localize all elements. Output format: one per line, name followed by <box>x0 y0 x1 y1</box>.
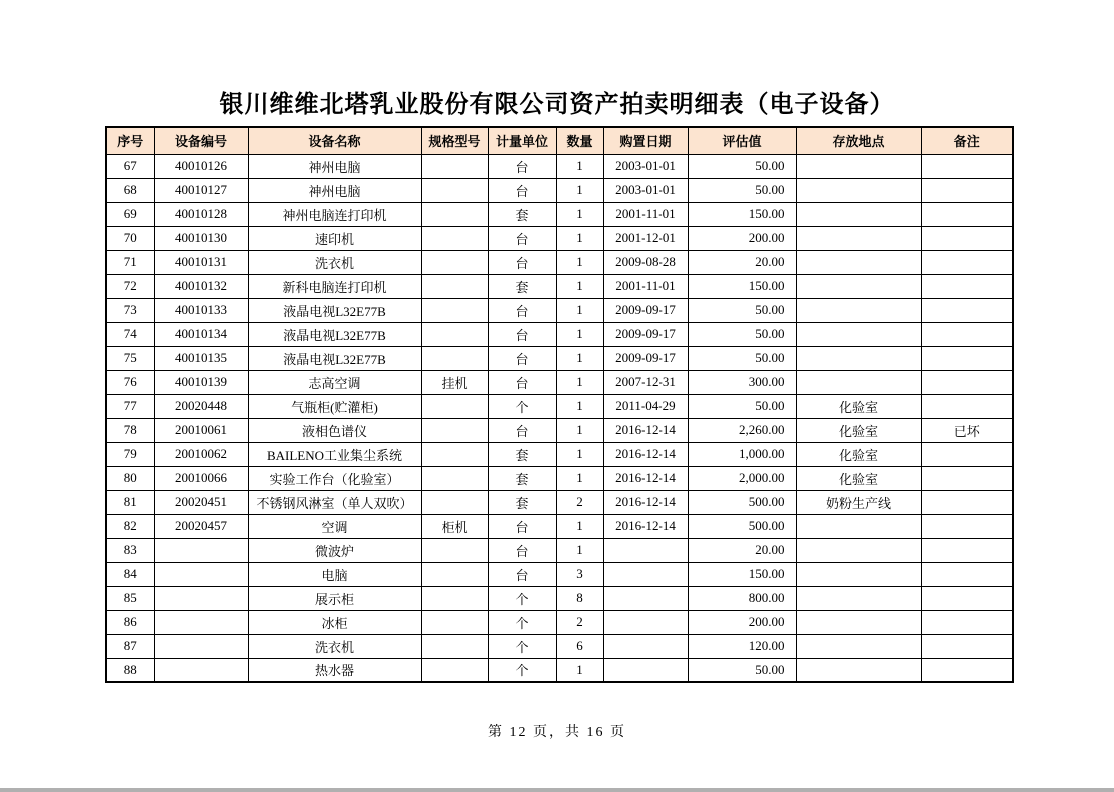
cell-equip-id: 40010139 <box>154 370 248 394</box>
cell-location: 化验室 <box>796 466 921 490</box>
cell-remark <box>921 634 1013 658</box>
cell-value: 800.00 <box>688 586 796 610</box>
cell-unit: 台 <box>488 178 556 202</box>
cell-qty: 8 <box>556 586 603 610</box>
cell-qty: 1 <box>556 298 603 322</box>
cell-qty: 1 <box>556 370 603 394</box>
cell-remark <box>921 562 1013 586</box>
cell-location <box>796 250 921 274</box>
cell-qty: 1 <box>556 418 603 442</box>
cell-value: 200.00 <box>688 226 796 250</box>
cell-unit: 台 <box>488 298 556 322</box>
cell-date: 2007-12-31 <box>603 370 688 394</box>
table-row <box>106 370 1013 394</box>
cell-value: 50.00 <box>688 658 796 682</box>
cell-remark <box>921 154 1013 178</box>
cell-qty: 1 <box>556 394 603 418</box>
cell-equip-id: 40010130 <box>154 226 248 250</box>
cell-unit: 台 <box>488 538 556 562</box>
cell-date <box>603 610 688 634</box>
cell-value: 50.00 <box>688 394 796 418</box>
cell-spec <box>421 562 488 586</box>
cell-name: 冰柜 <box>248 610 421 634</box>
cell-unit: 台 <box>488 370 556 394</box>
cell-equip-id: 20020448 <box>154 394 248 418</box>
table-row <box>106 658 1013 682</box>
cell-location: 化验室 <box>796 442 921 466</box>
cell-unit: 个 <box>488 586 556 610</box>
cell-spec <box>421 538 488 562</box>
cell-date: 2009-09-17 <box>603 346 688 370</box>
cell-equip-id <box>154 658 248 682</box>
table-row <box>106 346 1013 370</box>
cell-spec <box>421 154 488 178</box>
cell-name: 神州电脑 <box>248 154 421 178</box>
cell-unit: 台 <box>488 154 556 178</box>
cell-unit: 套 <box>488 466 556 490</box>
cell-index: 84 <box>106 562 154 586</box>
cell-equip-id: 40010131 <box>154 250 248 274</box>
cell-spec: 挂机 <box>421 370 488 394</box>
cell-spec <box>421 586 488 610</box>
cell-value: 2,000.00 <box>688 466 796 490</box>
cell-name: 液晶电视L32E77B <box>248 322 421 346</box>
cell-name: 液晶电视L32E77B <box>248 298 421 322</box>
cell-index: 78 <box>106 418 154 442</box>
cell-location <box>796 298 921 322</box>
cell-value: 300.00 <box>688 370 796 394</box>
cell-date <box>603 538 688 562</box>
cell-value: 50.00 <box>688 178 796 202</box>
cell-spec <box>421 298 488 322</box>
cell-qty: 1 <box>556 514 603 538</box>
cell-name: 实验工作台（化验室） <box>248 466 421 490</box>
cell-equip-id: 20010062 <box>154 442 248 466</box>
cell-spec <box>421 202 488 226</box>
cell-remark <box>921 202 1013 226</box>
cell-index: 77 <box>106 394 154 418</box>
cell-index: 74 <box>106 322 154 346</box>
cell-name: 微波炉 <box>248 538 421 562</box>
column-header-name: 设备名称 <box>248 127 421 154</box>
cell-qty: 3 <box>556 562 603 586</box>
cell-equip-id <box>154 634 248 658</box>
cell-date: 2003-01-01 <box>603 178 688 202</box>
cell-date: 2016-12-14 <box>603 418 688 442</box>
cell-remark <box>921 610 1013 634</box>
cell-spec <box>421 610 488 634</box>
cell-date: 2009-09-17 <box>603 322 688 346</box>
cell-remark <box>921 226 1013 250</box>
cell-location <box>796 346 921 370</box>
cell-value: 150.00 <box>688 562 796 586</box>
cell-equip-id: 20020457 <box>154 514 248 538</box>
cell-unit: 台 <box>488 322 556 346</box>
cell-date: 2001-11-01 <box>603 202 688 226</box>
cell-index: 82 <box>106 514 154 538</box>
cell-value: 150.00 <box>688 274 796 298</box>
cell-value: 500.00 <box>688 514 796 538</box>
cell-qty: 1 <box>556 274 603 298</box>
cell-equip-id: 20010066 <box>154 466 248 490</box>
cell-unit: 个 <box>488 610 556 634</box>
cell-date <box>603 586 688 610</box>
cell-date: 2016-12-14 <box>603 466 688 490</box>
page-number-footer: 第 12 页，共 16 页 <box>488 725 626 740</box>
cell-qty: 2 <box>556 490 603 514</box>
cell-location <box>796 658 921 682</box>
cell-value: 120.00 <box>688 634 796 658</box>
cell-qty: 1 <box>556 154 603 178</box>
cell-spec <box>421 634 488 658</box>
cell-qty: 1 <box>556 178 603 202</box>
cell-index: 88 <box>106 658 154 682</box>
cell-index: 68 <box>106 178 154 202</box>
cell-date: 2016-12-14 <box>603 514 688 538</box>
cell-location <box>796 514 921 538</box>
cell-equip-id: 40010127 <box>154 178 248 202</box>
cell-unit: 套 <box>488 442 556 466</box>
table-row <box>106 610 1013 634</box>
cell-name: 热水器 <box>248 658 421 682</box>
cell-unit: 台 <box>488 418 556 442</box>
cell-name: 神州电脑 <box>248 178 421 202</box>
cell-remark <box>921 346 1013 370</box>
cell-spec <box>421 394 488 418</box>
cell-index: 70 <box>106 226 154 250</box>
table-row <box>106 394 1013 418</box>
cell-location: 化验室 <box>796 418 921 442</box>
table-row <box>106 274 1013 298</box>
table-row <box>106 538 1013 562</box>
table-row <box>106 442 1013 466</box>
cell-unit: 个 <box>488 634 556 658</box>
cell-date <box>603 658 688 682</box>
cell-value: 500.00 <box>688 490 796 514</box>
cell-remark <box>921 514 1013 538</box>
table-row <box>106 202 1013 226</box>
cell-index: 85 <box>106 586 154 610</box>
cell-remark <box>921 586 1013 610</box>
cell-qty: 2 <box>556 610 603 634</box>
cell-name: 液晶电视L32E77B <box>248 346 421 370</box>
cell-location <box>796 538 921 562</box>
cell-value: 20.00 <box>688 538 796 562</box>
cell-equip-id: 40010126 <box>154 154 248 178</box>
cell-value: 1,000.00 <box>688 442 796 466</box>
cell-location <box>796 202 921 226</box>
cell-value: 150.00 <box>688 202 796 226</box>
cell-name: 速印机 <box>248 226 421 250</box>
column-header-date: 购置日期 <box>603 127 688 154</box>
cell-unit: 台 <box>488 514 556 538</box>
cell-index: 72 <box>106 274 154 298</box>
cell-remark <box>921 538 1013 562</box>
cell-spec <box>421 322 488 346</box>
cell-remark <box>921 442 1013 466</box>
cell-qty: 1 <box>556 322 603 346</box>
table-row <box>106 490 1013 514</box>
cell-index: 76 <box>106 370 154 394</box>
cell-spec <box>421 250 488 274</box>
table-row <box>106 466 1013 490</box>
column-header-qty: 数量 <box>556 127 603 154</box>
cell-date: 2011-04-29 <box>603 394 688 418</box>
cell-qty: 1 <box>556 466 603 490</box>
cell-spec <box>421 178 488 202</box>
cell-qty: 1 <box>556 250 603 274</box>
cell-date: 2003-01-01 <box>603 154 688 178</box>
cell-date: 2009-09-17 <box>603 298 688 322</box>
cell-index: 73 <box>106 298 154 322</box>
cell-equip-id <box>154 538 248 562</box>
cell-date: 2001-11-01 <box>603 274 688 298</box>
table-row <box>106 514 1013 538</box>
cell-location <box>796 610 921 634</box>
cell-index: 67 <box>106 154 154 178</box>
table-header-row <box>106 127 1013 154</box>
cell-qty: 1 <box>556 226 603 250</box>
cell-remark <box>921 322 1013 346</box>
table-row <box>106 562 1013 586</box>
column-header-location: 存放地点 <box>796 127 921 154</box>
cell-index: 81 <box>106 490 154 514</box>
table-row <box>106 226 1013 250</box>
cell-remark <box>921 178 1013 202</box>
cell-unit: 套 <box>488 490 556 514</box>
cell-unit: 台 <box>488 250 556 274</box>
column-header-unit: 计量单位 <box>488 127 556 154</box>
cell-unit: 台 <box>488 562 556 586</box>
cell-remark <box>921 274 1013 298</box>
table-row <box>106 154 1013 178</box>
cell-value: 2,260.00 <box>688 418 796 442</box>
cell-index: 75 <box>106 346 154 370</box>
cell-name: 展示柜 <box>248 586 421 610</box>
table-row <box>106 178 1013 202</box>
cell-date: 2009-08-28 <box>603 250 688 274</box>
cell-location <box>796 322 921 346</box>
cell-location <box>796 562 921 586</box>
cell-value: 50.00 <box>688 346 796 370</box>
table-row <box>106 250 1013 274</box>
cell-equip-id: 40010135 <box>154 346 248 370</box>
column-header-value: 评估值 <box>688 127 796 154</box>
page-title: 银川维维北塔乳业股份有限公司资产拍卖明细表（电子设备） <box>219 91 895 118</box>
cell-index: 83 <box>106 538 154 562</box>
cell-value: 50.00 <box>688 154 796 178</box>
column-header-equip-id: 设备编号 <box>154 127 248 154</box>
cell-name: 电脑 <box>248 562 421 586</box>
cell-remark <box>921 658 1013 682</box>
cell-remark <box>921 298 1013 322</box>
cell-qty: 1 <box>556 346 603 370</box>
cell-location <box>796 274 921 298</box>
cell-name: 新科电脑连打印机 <box>248 274 421 298</box>
cell-index: 71 <box>106 250 154 274</box>
cell-equip-id <box>154 562 248 586</box>
cell-index: 79 <box>106 442 154 466</box>
column-header-index: 序号 <box>106 127 154 154</box>
cell-remark <box>921 370 1013 394</box>
cell-spec <box>421 442 488 466</box>
cell-equip-id: 40010133 <box>154 298 248 322</box>
cell-name: 洗衣机 <box>248 250 421 274</box>
cell-index: 86 <box>106 610 154 634</box>
table-row <box>106 322 1013 346</box>
cell-date: 2001-12-01 <box>603 226 688 250</box>
cell-spec <box>421 274 488 298</box>
cell-equip-id <box>154 586 248 610</box>
cell-date <box>603 562 688 586</box>
asset-table-body <box>106 154 1013 682</box>
cell-remark <box>921 490 1013 514</box>
cell-value: 200.00 <box>688 610 796 634</box>
cell-location: 化验室 <box>796 394 921 418</box>
cell-spec <box>421 466 488 490</box>
cell-unit: 套 <box>488 202 556 226</box>
table-header <box>106 127 1013 154</box>
cell-date: 2016-12-14 <box>603 442 688 466</box>
cell-index: 80 <box>106 466 154 490</box>
table-row <box>106 634 1013 658</box>
cell-value: 20.00 <box>688 250 796 274</box>
cell-equip-id: 20020451 <box>154 490 248 514</box>
cell-name: 不锈钢风淋室（单人双吹） <box>248 490 421 514</box>
cell-location <box>796 154 921 178</box>
cell-unit: 台 <box>488 346 556 370</box>
column-header-spec: 规格型号 <box>421 127 488 154</box>
asset-table-container <box>105 126 1014 683</box>
cell-value: 50.00 <box>688 322 796 346</box>
cell-name: 气瓶柜(贮灌柜) <box>248 394 421 418</box>
cell-equip-id: 20010061 <box>154 418 248 442</box>
asset-table <box>105 126 1014 683</box>
cell-unit: 个 <box>488 394 556 418</box>
table-row <box>106 586 1013 610</box>
cell-remark <box>921 466 1013 490</box>
cell-index: 87 <box>106 634 154 658</box>
cell-value: 50.00 <box>688 298 796 322</box>
table-row <box>106 298 1013 322</box>
cell-spec <box>421 658 488 682</box>
cell-qty: 1 <box>556 538 603 562</box>
cell-name: 空调 <box>248 514 421 538</box>
cell-unit: 个 <box>488 658 556 682</box>
column-header-remark: 备注 <box>921 127 1013 154</box>
cell-name: 志高空调 <box>248 370 421 394</box>
cell-location <box>796 634 921 658</box>
page-bottom-edge <box>0 788 1114 792</box>
cell-equip-id <box>154 610 248 634</box>
cell-equip-id: 40010132 <box>154 274 248 298</box>
cell-location <box>796 370 921 394</box>
cell-location <box>796 178 921 202</box>
cell-qty: 1 <box>556 202 603 226</box>
cell-name: BAILENO工业集尘系统 <box>248 442 421 466</box>
cell-location: 奶粉生产线 <box>796 490 921 514</box>
cell-name: 洗衣机 <box>248 634 421 658</box>
cell-location <box>796 226 921 250</box>
cell-remark: 已坏 <box>921 418 1013 442</box>
cell-unit: 台 <box>488 226 556 250</box>
cell-unit: 套 <box>488 274 556 298</box>
cell-name: 神州电脑连打印机 <box>248 202 421 226</box>
cell-name: 液相色谱仪 <box>248 418 421 442</box>
cell-qty: 1 <box>556 658 603 682</box>
cell-date: 2016-12-14 <box>603 490 688 514</box>
cell-remark <box>921 394 1013 418</box>
table-row <box>106 418 1013 442</box>
cell-spec: 柜机 <box>421 514 488 538</box>
cell-qty: 1 <box>556 442 603 466</box>
cell-qty: 6 <box>556 634 603 658</box>
cell-equip-id: 40010134 <box>154 322 248 346</box>
cell-spec <box>421 490 488 514</box>
cell-spec <box>421 418 488 442</box>
cell-spec <box>421 346 488 370</box>
cell-date <box>603 634 688 658</box>
cell-index: 69 <box>106 202 154 226</box>
cell-remark <box>921 250 1013 274</box>
cell-location <box>796 586 921 610</box>
cell-equip-id: 40010128 <box>154 202 248 226</box>
cell-spec <box>421 226 488 250</box>
